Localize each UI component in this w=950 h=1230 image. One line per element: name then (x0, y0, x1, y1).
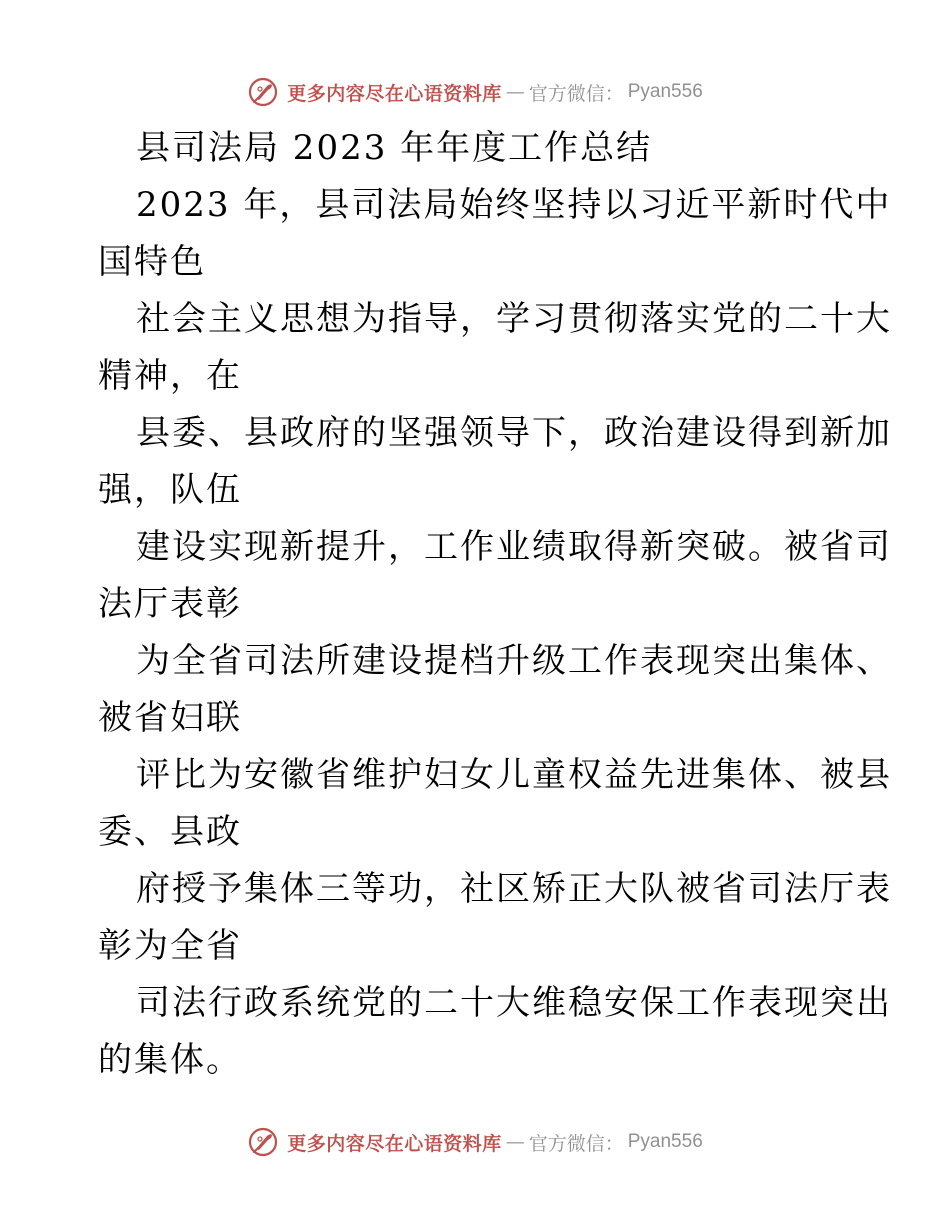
text-line: 府授予集体三等功，社区矫正大队被省司法厅表 (136, 869, 892, 909)
watermark-separator: — (505, 81, 525, 103)
watermark-wechat-label: 官方微信： (528, 1132, 624, 1155)
text-line: 2023 年，县司法局始终坚持以习近平新时代中 (136, 185, 892, 225)
text-line: 为全省司法所建设提档升级工作表现突出集体、 (136, 641, 892, 681)
text-line: 县委、县政府的坚强领导下，政治建设得到新加 (136, 413, 892, 453)
text-line: 建设实现新提升，工作业绩取得新突破。被省司 (136, 527, 892, 567)
quill-pen-logo-icon (247, 76, 279, 108)
text-line: 被省妇联 (98, 698, 242, 738)
watermark-main-text: 更多内容尽在心语资料库 (287, 82, 502, 105)
watermark-separator: — (505, 1131, 525, 1153)
text-line: 评比为安徽省维护妇女儿童权益先进集体、被县 (136, 755, 892, 795)
text-line: 社会主义思想为指导，学习贯彻落实党的二十大 (136, 299, 892, 339)
watermark-main-text: 更多内容尽在心语资料库 (287, 1132, 502, 1155)
document-body (98, 120, 892, 1089)
text-line: 委、县政 (98, 812, 242, 852)
text-line: 精神，在 (98, 356, 242, 396)
watermark-wechat-id: Pyan556 (627, 1131, 703, 1152)
text-line: 彰为全省 (98, 926, 242, 966)
watermark-wechat-label: 官方微信： (528, 82, 624, 105)
text-line: 国特色 (98, 242, 206, 282)
quill-pen-logo-icon (247, 1126, 279, 1158)
text-line: 的集体。 (98, 1040, 242, 1080)
text-line: 法厅表彰 (98, 584, 242, 624)
text-line: 司法行政系统党的二十大维稳安保工作表现突出 (136, 983, 892, 1023)
document-title: 县司法局 2023 年年度工作总结 (136, 128, 653, 168)
watermark-wechat-id: Pyan556 (627, 81, 703, 102)
text-line: 强，队伍 (98, 470, 242, 510)
header-watermark (0, 72, 950, 112)
footer-watermark (0, 1122, 950, 1162)
